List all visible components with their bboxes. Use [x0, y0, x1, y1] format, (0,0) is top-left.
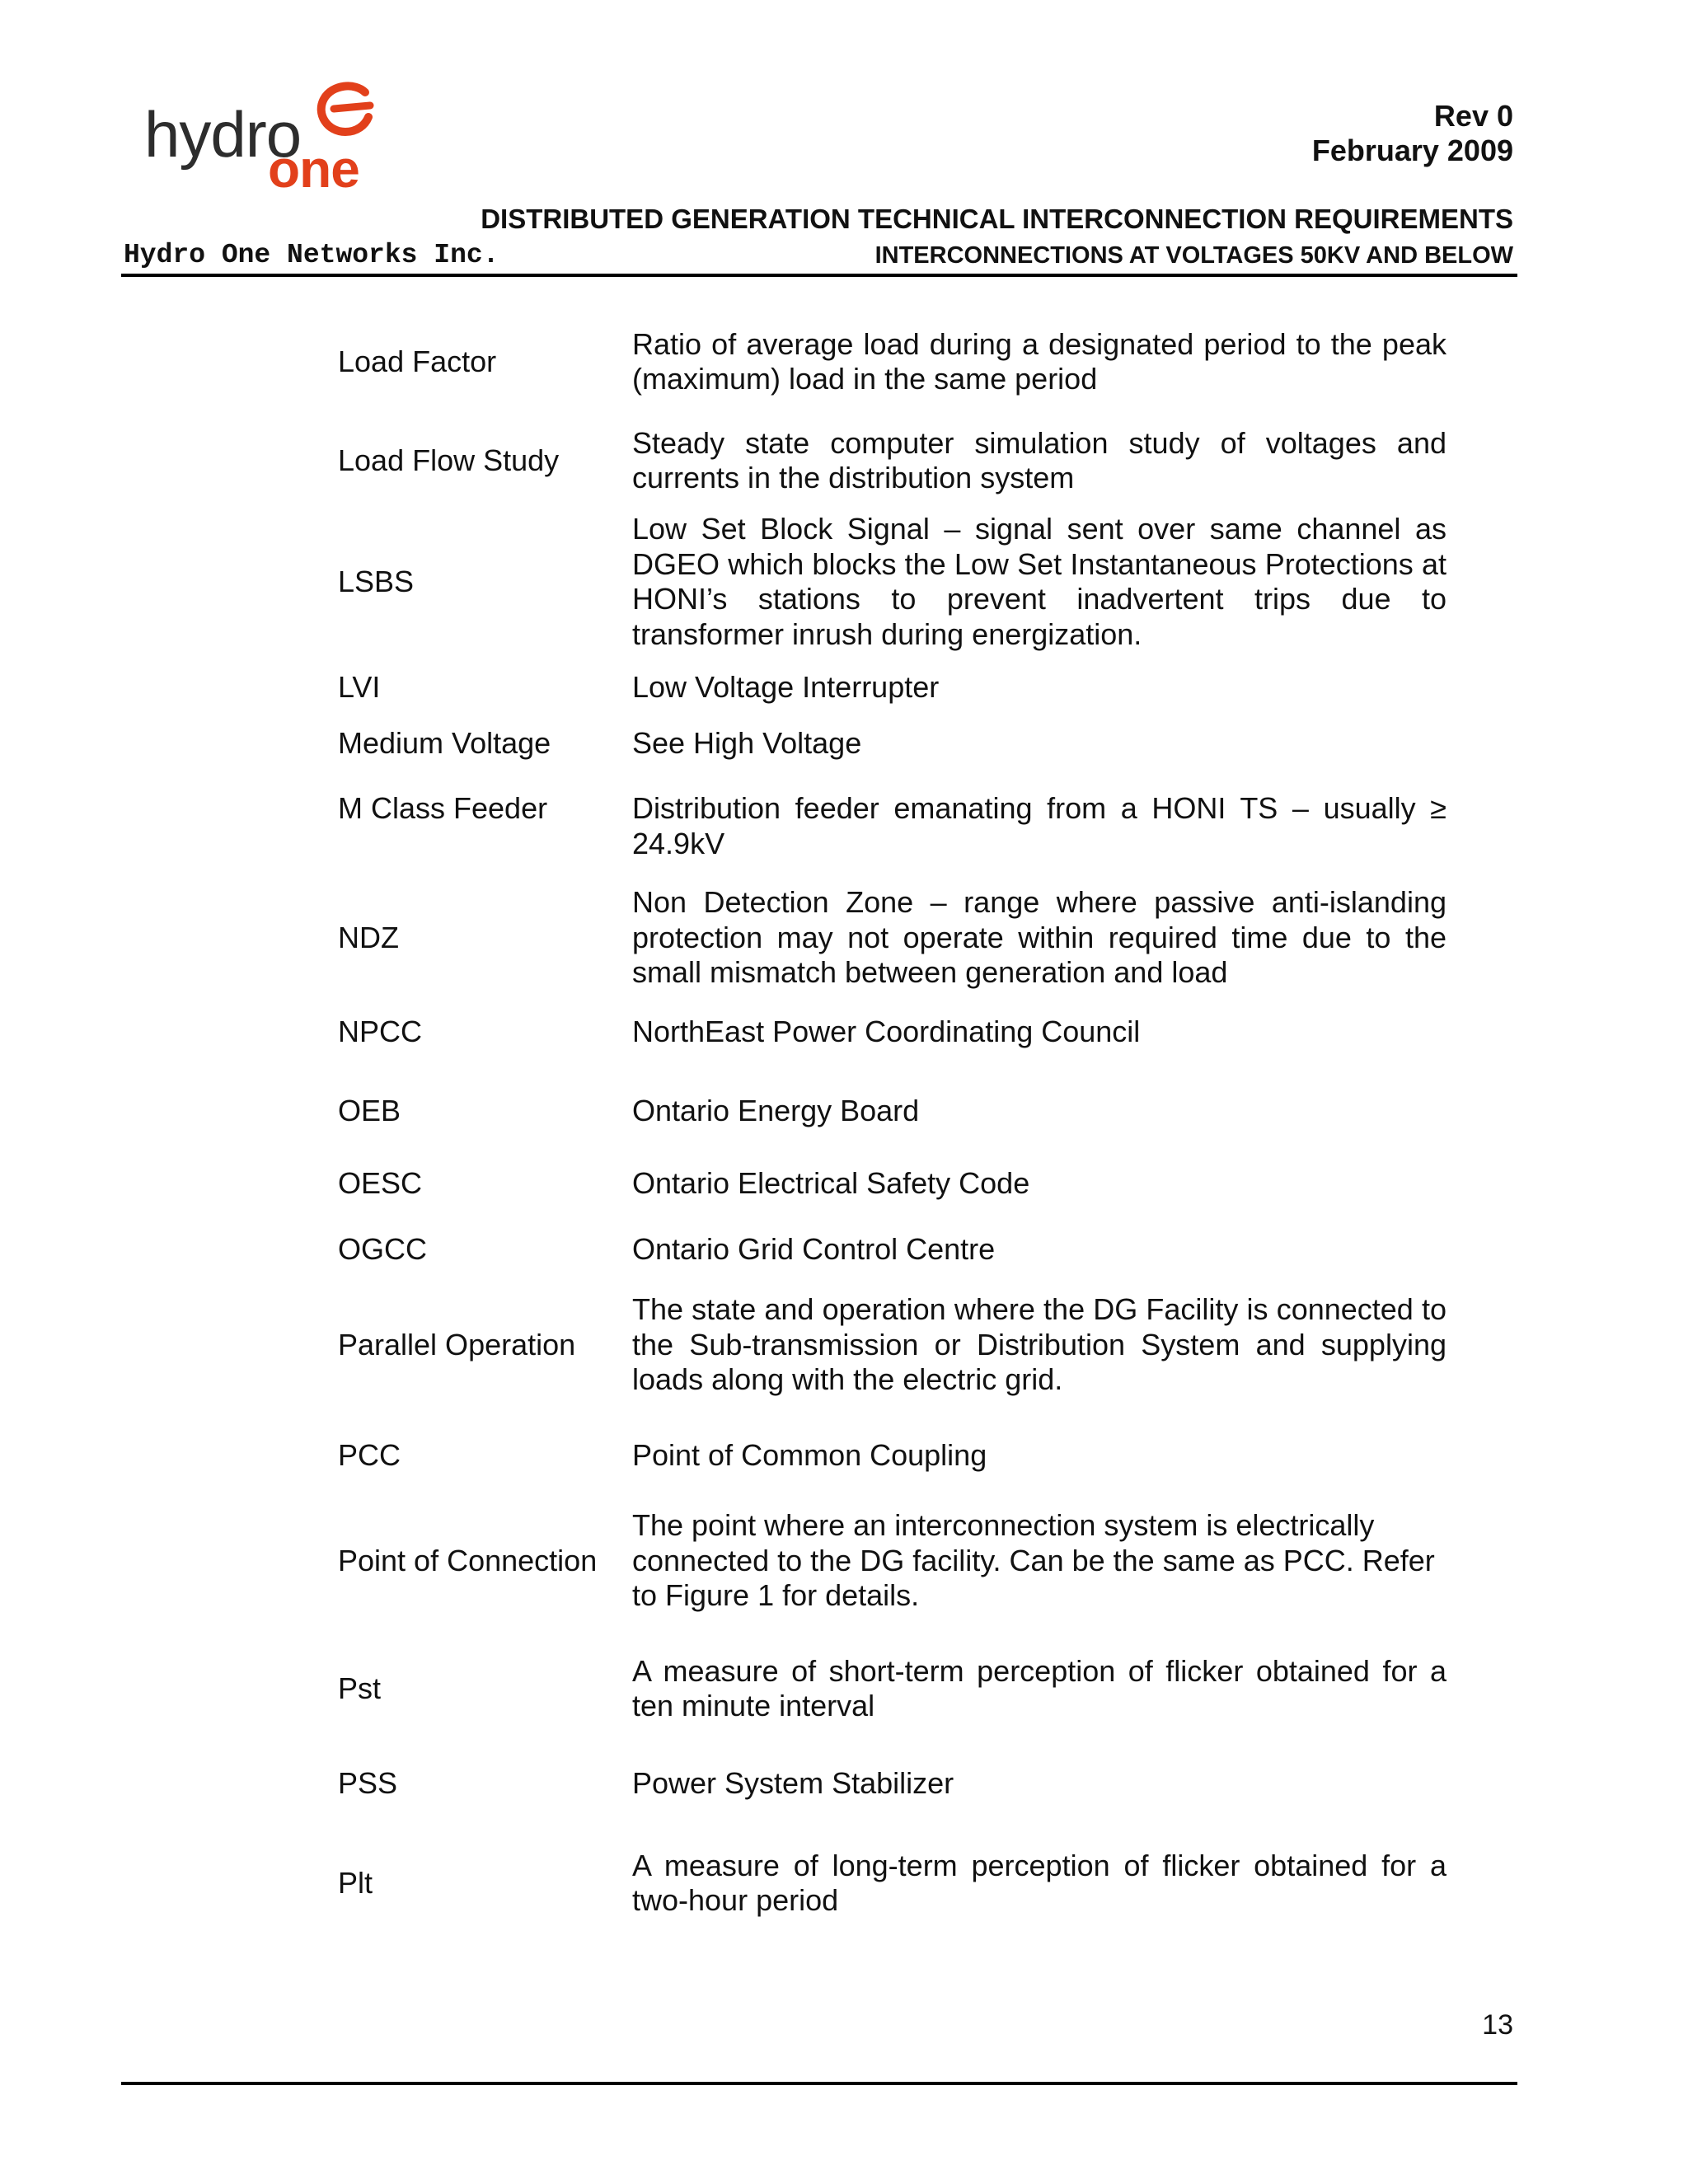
glossary-definition: Low Set Block Signal – signal sent over same channel as DGEO which blocks the Low Set Instantaneous Protections at HONI’s stations to prevent inadvertent trips due to transformer inrush during energization.	[632, 512, 1447, 651]
glossary-term: Parallel Operation	[338, 1328, 576, 1361]
glossary-definition: The point where an interconnection system is electrically connected to the DG facility. Can be the same as PCC. Refer to Figure 1 for details.	[632, 1508, 1435, 1613]
glossary-row	[338, 325, 1447, 399]
revision-label: Rev 0	[1433, 99, 1513, 133]
glossary-row	[338, 1091, 1447, 1131]
logo-text-one: one	[268, 139, 359, 199]
glossary-term: Pst	[338, 1671, 382, 1705]
glossary-row	[338, 1291, 1447, 1399]
glossary-row	[338, 1764, 1447, 1803]
glossary-definition: A measure of long-term perception of flicker obtained for a two-hour period	[632, 1848, 1447, 1917]
glossary-definition: Distribution feeder emanating from a HONI TS – usually ≥ 24.9kV	[632, 791, 1447, 860]
glossary-row	[338, 1436, 1447, 1475]
glossary-term: NPCC	[338, 1015, 423, 1048]
glossary-term: M Class Feeder	[338, 791, 548, 825]
glossary-term: Medium Voltage	[338, 726, 551, 760]
glossary-term: OEB	[338, 1094, 401, 1127]
document-subtitle: INTERCONNECTIONS AT VOLTAGES 50KV AND BELOW	[874, 242, 1513, 269]
glossary-row	[338, 424, 1447, 498]
glossary-term: Point of Connection	[338, 1544, 598, 1577]
logo-text-hydro: hydro	[144, 98, 302, 171]
footer-rule	[121, 2082, 1517, 2085]
hydro-one-logo	[144, 81, 392, 199]
revision-date: February 2009	[1311, 134, 1513, 167]
glossary-row	[338, 1652, 1447, 1726]
glossary-row	[338, 1846, 1447, 1920]
glossary-row	[338, 1507, 1447, 1615]
glossary-term: Plt	[338, 1866, 373, 1900]
glossary-term: PSS	[338, 1766, 398, 1800]
glossary-term: Load Flow Study	[338, 443, 560, 477]
glossary-definition: Power System Stabilizer	[632, 1765, 954, 1800]
revision-block	[1312, 99, 1513, 168]
glossary-term: OESC	[338, 1166, 423, 1200]
glossary-definition: Ontario Energy Board	[632, 1093, 920, 1127]
glossary-term: NDZ	[338, 921, 399, 954]
glossary-row	[338, 509, 1447, 654]
header-rule	[121, 274, 1517, 277]
glossary-definition: Steady state computer simulation study of voltages and currents in the distribution system	[632, 425, 1447, 494]
glossary-row	[338, 1230, 1447, 1269]
glossary-term: OGCC	[338, 1232, 427, 1266]
glossary-definition: Ontario Grid Control Centre	[632, 1231, 996, 1266]
glossary-row	[338, 883, 1447, 992]
glossary-definition: The state and operation where the DG Facility is connected to the Sub-transmission or Distribution System and supplying loads along with the electric grid.	[632, 1292, 1447, 1397]
glossary-term: LSBS	[338, 565, 415, 598]
glossary-definition: Low Voltage Interrupter	[632, 669, 940, 704]
glossary-definition: NorthEast Power Coordinating Council	[632, 1014, 1141, 1048]
document-title	[481, 202, 1513, 237]
glossary-row	[338, 724, 1447, 763]
glossary-definition: Non Detection Zone – range where passive anti-islanding protection may not operate within required time due to the small mismatch between generation and load	[632, 885, 1447, 990]
document-title-text: DISTRIBUTED GENERATION TECHNICAL INTERCONNECTION REQUIREMENTS	[481, 204, 1513, 234]
company-name: Hydro One Networks Inc.	[124, 240, 499, 270]
glossary-row	[338, 668, 1447, 707]
glossary-definition: Ontario Electrical Safety Code	[632, 1165, 1030, 1200]
logo-swirl-icon	[307, 81, 382, 147]
glossary-definition: A measure of short-term perception of flicker obtained for a ten minute interval	[632, 1653, 1447, 1722]
glossary-definition: See High Voltage	[632, 725, 862, 760]
glossary-definition: Ratio of average load during a designated period to the peak (maximum) load in the same period	[632, 326, 1447, 396]
glossary-term: PCC	[338, 1438, 401, 1472]
glossary-term: Load Factor	[338, 344, 497, 378]
glossary-row	[338, 1164, 1447, 1203]
glossary-definition: Point of Common Coupling	[632, 1437, 987, 1472]
glossary-term: LVI	[338, 670, 381, 704]
page-number: 13	[1482, 2009, 1513, 2041]
glossary-row	[338, 1012, 1447, 1052]
glossary-row	[338, 791, 1447, 860]
